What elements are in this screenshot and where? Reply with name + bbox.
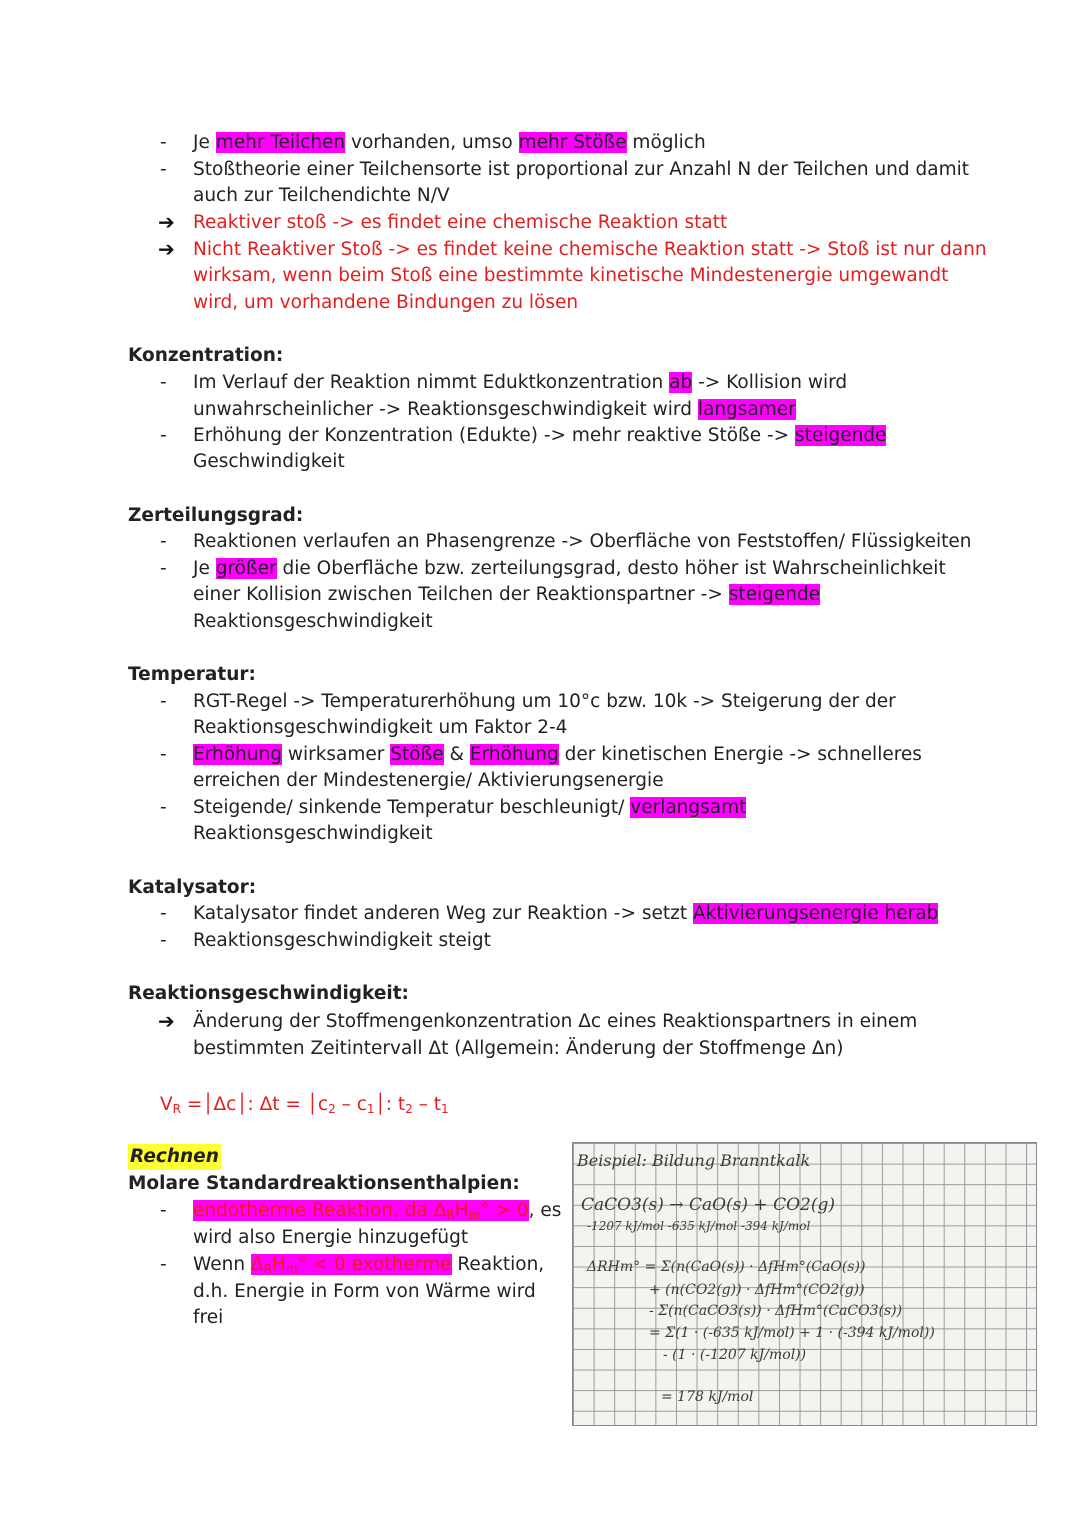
bullet-dash: -	[160, 132, 167, 153]
text: Δ	[250, 1254, 264, 1275]
highlight	[251, 1254, 452, 1275]
highlight: Aktivierungsenergie herab	[692, 903, 939, 924]
intro-bullet-2-line-1: Stoßtheorie einer Teilchensorte ist proportional zur Anzahl N der Teilchen und damit	[193, 159, 970, 180]
text: Reaktion,	[451, 1254, 545, 1275]
rechnen-bullet-1-line-2: wird also Energie hinzugefügt	[193, 1227, 469, 1248]
subscript: 2	[328, 1102, 336, 1116]
note-equation: CaCO3(s) → CaO(s) + CO2(g)	[581, 1195, 835, 1215]
text: vorhanden, umso	[345, 132, 519, 153]
highlight: steigende	[728, 584, 821, 605]
text: │: t	[374, 1094, 406, 1115]
text: endotherme Reaktion, da Δ	[193, 1200, 447, 1221]
intro-bullet-2-line-2: auch zur Teilchendichte N/V	[193, 185, 450, 206]
highlight: Stöße	[390, 744, 444, 765]
konz-bullet-2-line-1	[193, 423, 886, 449]
konz-bullet-1-line-1	[193, 370, 847, 396]
bullet-dash: -	[160, 903, 167, 924]
highlight: Erhöhung	[193, 744, 282, 765]
text: Steigende/ sinkende Temperatur beschleunigt/	[193, 797, 631, 818]
text: Wenn	[193, 1254, 251, 1275]
zert-bullet-2-line-2	[193, 582, 820, 608]
text: H	[454, 1200, 469, 1221]
intro-arrow-1: Reaktiver stoß -> es findet eine chemische Reaktion statt	[193, 212, 728, 233]
rechnen-bullet-2-line-2: d.h. Energie in Form von Wärme wird	[193, 1281, 536, 1302]
kat-bullet-1	[193, 901, 938, 927]
temp-bullet-3-line-1	[193, 795, 746, 821]
section-heading-enthalpien: Molare Standardreaktionsenthalpien:	[128, 1173, 520, 1194]
text: möglich	[626, 132, 706, 153]
section-heading-reaktionsgeschwindigkeit: Reaktionsgeschwindigkeit:	[128, 983, 409, 1004]
subscript: R	[446, 1208, 455, 1222]
rg-arrow-line-1: Änderung der Stoffmengenkonzentration Δc eines Reaktionspartners in einem	[193, 1011, 918, 1032]
temp-bullet-1-line-2: Reaktionsgeschwindigkeit um Faktor 2-4	[193, 717, 568, 738]
text: Im Verlauf der Reaktion nimmt Eduktkonzentration	[193, 372, 670, 393]
intro-bullet-1	[193, 130, 706, 156]
bullet-dash: -	[160, 425, 167, 446]
rechnen-bullet-1-line-1	[193, 1198, 561, 1228]
text: Je	[193, 132, 216, 153]
subscript: m	[285, 1262, 298, 1276]
text: die Oberfläche bzw. zerteilungsgrad, desto höher ist Wahrscheinlichkeit	[276, 558, 946, 579]
zert-bullet-2-line-3: Reaktionsgeschwindigkeit	[193, 611, 433, 632]
subscript: 2	[405, 1102, 413, 1116]
text: einer Kollision zwischen Teilchen der Reaktionspartner ->	[193, 584, 729, 605]
note-line-5: - (1 · (-1207 kJ/mol))	[663, 1347, 807, 1363]
rechnen-label: Rechnen	[128, 1144, 221, 1170]
text: der kinetischen Energie -> schnelleres	[558, 744, 922, 765]
highlight: mehr Teilchen	[215, 132, 346, 153]
text: , es	[528, 1200, 562, 1221]
temp-bullet-3-line-2: Reaktionsgeschwindigkeit	[193, 823, 433, 844]
konz-bullet-1-line-2	[193, 397, 796, 423]
text: ° > 0	[480, 1200, 529, 1221]
text: unwahrscheinlicher -> Reaktionsgeschwindigkeit wird	[193, 399, 698, 420]
arrow-icon: ➔	[158, 237, 175, 261]
section-heading-temperatur: Temperatur:	[128, 664, 256, 685]
subscript: R	[263, 1262, 272, 1276]
rate-formula	[160, 1092, 449, 1122]
konz-bullet-2-line-2: Geschwindigkeit	[193, 451, 345, 472]
text: -> Kollision wird	[692, 372, 848, 393]
section-heading-katalysator: Katalysator:	[128, 877, 257, 898]
highlight: steigende	[795, 425, 887, 446]
bullet-dash: -	[160, 691, 167, 712]
temp-bullet-1-line-1: RGT-Regel -> Temperaturerhöhung um 10°c bzw. 10k -> Steigerung der der	[193, 691, 896, 712]
rechnen-bullet-2-line-3: frei	[193, 1307, 224, 1328]
handwritten-note-photo	[572, 1142, 1037, 1426]
subscript: R	[172, 1102, 181, 1116]
highlight: langsamer	[697, 399, 796, 420]
intro-arrow-2-line-1: Nicht Reaktiver Stoß -> es findet keine chemische Reaktion statt -> Stoß ist nur dann	[193, 239, 987, 260]
note-line-3: - Σ(n(CaCO3(s)) · ΔfHm°(CaCO3(s))	[649, 1303, 903, 1319]
note-values: -1207 kJ/mol -635 kJ/mol -394 kJ/mol	[587, 1219, 811, 1233]
note-line-6: = 178 kJ/mol	[661, 1389, 754, 1405]
note-title: Beispiel: Bildung Branntkalk	[577, 1151, 811, 1170]
text: =│Δc│: Δt = │c	[181, 1094, 329, 1115]
highlight: Erhöhung	[469, 744, 559, 765]
zert-bullet-2-line-1	[193, 556, 946, 582]
bullet-dash: -	[160, 1200, 167, 1221]
intro-arrow-2-line-2: wirksam, wenn beim Stoß eine bestimmte kinetische Mindestenergie umgewandt	[193, 265, 949, 286]
text: Je	[193, 558, 216, 579]
intro-arrow-2-line-3: wird, um vorhandene Bindungen zu lösen	[193, 292, 579, 313]
bullet-dash: -	[160, 558, 167, 579]
text: – c	[335, 1094, 367, 1115]
section-heading-zerteilungsgrad: Zerteilungsgrad:	[128, 505, 304, 526]
text: &	[443, 744, 470, 765]
text: Katalysator findet anderen Weg zur Reaktion -> setzt	[193, 903, 693, 924]
highlight: größer	[215, 558, 277, 579]
subscript: 1	[440, 1102, 449, 1116]
arrow-icon: ➔	[158, 1009, 175, 1033]
text: H	[271, 1254, 286, 1275]
bullet-dash: -	[160, 531, 167, 552]
text: V	[160, 1094, 173, 1115]
text: ° < 0 exotherme	[297, 1254, 452, 1275]
bullet-dash: -	[160, 744, 167, 765]
bullet-dash: -	[160, 797, 167, 818]
subscript: 1	[366, 1102, 375, 1116]
highlight: mehr Stöße	[518, 132, 627, 153]
temp-bullet-2-line-1	[193, 742, 922, 768]
rg-arrow-line-2: bestimmten Zeitintervall Δt (Allgemein: Änderung der Stoffmenge Δn)	[193, 1038, 844, 1059]
temp-bullet-2-line-2: erreichen der Mindestenergie/ Aktivierungsenergie	[193, 770, 664, 791]
highlight: verlangsamt	[630, 797, 747, 818]
bullet-dash: -	[160, 930, 167, 951]
text: wirksamer	[281, 744, 391, 765]
note-line-2: + (n(CO2(g)) · ΔfHm°(CO2(g))	[649, 1282, 865, 1298]
highlight: ab	[669, 372, 693, 393]
section-heading-konzentration: Konzentration:	[128, 345, 284, 366]
kat-bullet-2: Reaktionsgeschwindigkeit steigt	[193, 930, 491, 951]
text: Erhöhung der Konzentration (Edukte) -> mehr reaktive Stöße ->	[193, 425, 796, 446]
bullet-dash: -	[160, 372, 167, 393]
note-line-1: ΔRHm° = Σ(n(CaO(s)) · ΔfHm°(CaO(s))	[587, 1259, 866, 1275]
arrow-icon: ➔	[158, 210, 175, 234]
bullet-dash: -	[160, 1254, 167, 1275]
subscript: m	[468, 1208, 481, 1222]
rechnen-bullet-2-line-1	[193, 1252, 544, 1282]
text: – t	[412, 1094, 441, 1115]
zert-bullet-1: Reaktionen verlaufen an Phasengrenze -> Oberfläche von Feststoffen/ Flüssigkeiten	[193, 531, 972, 552]
bullet-dash: -	[160, 159, 167, 180]
note-line-4: = Σ(1 · (-635 kJ/mol) + 1 · (-394 kJ/mol))	[649, 1325, 935, 1341]
highlight	[193, 1200, 529, 1221]
